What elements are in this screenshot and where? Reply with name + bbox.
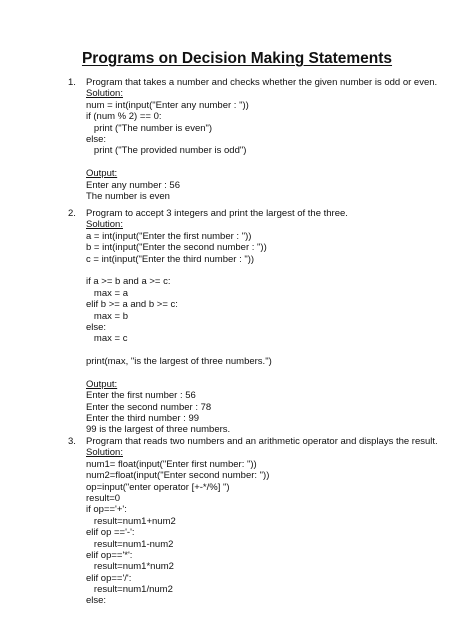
code-line: max = b: [86, 310, 128, 322]
output-label: Output:: [86, 168, 118, 180]
solution-label: Solution:: [86, 219, 123, 231]
code-line: num1= float(input("Enter first number: ")): [86, 458, 257, 470]
code-line: else:: [86, 133, 107, 145]
code-line: num2=float(input("Enter second number: ")): [86, 470, 270, 482]
code-line: else:: [86, 595, 107, 607]
code-line: print ("The provided number is odd"): [86, 145, 247, 157]
program-heading: Program that reads two numbers and an arithmetic operator and displays the result.: [86, 436, 438, 447]
code-line: max = c: [86, 333, 128, 345]
code-line: b = int(input("Enter the second number : ")): [86, 242, 267, 254]
page-title: Programs on Decision Making Statements: [81, 50, 393, 67]
blank-line: [86, 157, 456, 168]
code-line: max = a: [86, 287, 128, 299]
output-line: Enter the first number : 56: [86, 390, 196, 402]
code-line: if (num % 2) == 0:: [86, 111, 162, 123]
output-line: Enter the third number : 99: [86, 413, 200, 425]
solution-label: Solution:: [86, 88, 123, 100]
program-number: 2.: [68, 208, 76, 219]
program-number: 1.: [68, 77, 76, 88]
code-line: elif op=='/':: [86, 572, 132, 584]
code-line: result=num1-num2: [86, 538, 174, 550]
program-heading: Program to accept 3 integers and print the largest of the three.: [86, 208, 348, 219]
code-line: elif op =='-':: [86, 527, 135, 539]
code-line: [86, 345, 456, 356]
code-line: elif b >= a and b >= c:: [86, 299, 178, 311]
program-number: 3.: [68, 436, 76, 447]
code-line: result=num1+num2: [86, 515, 176, 527]
code-line: print ("The number is even"): [86, 122, 213, 134]
output-line: 99 is the largest of three numbers.: [86, 424, 231, 436]
output-line: The number is even: [86, 190, 170, 202]
program-2-body: [86, 208, 456, 436]
code-line: result=0: [86, 492, 121, 504]
code-line: print(max, "is the largest of three numbers."): [86, 356, 272, 368]
code-line: [86, 265, 456, 276]
code-line: result=num1*num2: [86, 561, 174, 573]
code-line: else:: [86, 321, 107, 333]
code-line: num = int(input("Enter any number : ")): [86, 99, 249, 111]
code-line: if a >= b and a >= c:: [86, 276, 171, 288]
code-line: elif op=='*':: [86, 549, 133, 561]
program-1-body: [86, 77, 456, 202]
program-3-body: [86, 436, 456, 607]
output-line: Enter any number : 56: [86, 179, 180, 191]
code-line: if op=='+':: [86, 504, 127, 516]
code-line: a = int(input("Enter the first number : ")): [86, 230, 252, 242]
program-heading: Program that takes a number and checks whether the given number is odd or even.: [86, 77, 438, 88]
solution-label: Solution:: [86, 447, 123, 459]
code-line: result=num1/num2: [86, 584, 173, 596]
blank-line: [86, 367, 456, 378]
code-line: c = int(input("Enter the third number : ")): [86, 253, 255, 265]
output-label: Output:: [86, 378, 118, 390]
code-line: op=input("enter operator [+-*/%] "): [86, 481, 230, 493]
output-line: Enter the second number : 78: [86, 401, 212, 413]
